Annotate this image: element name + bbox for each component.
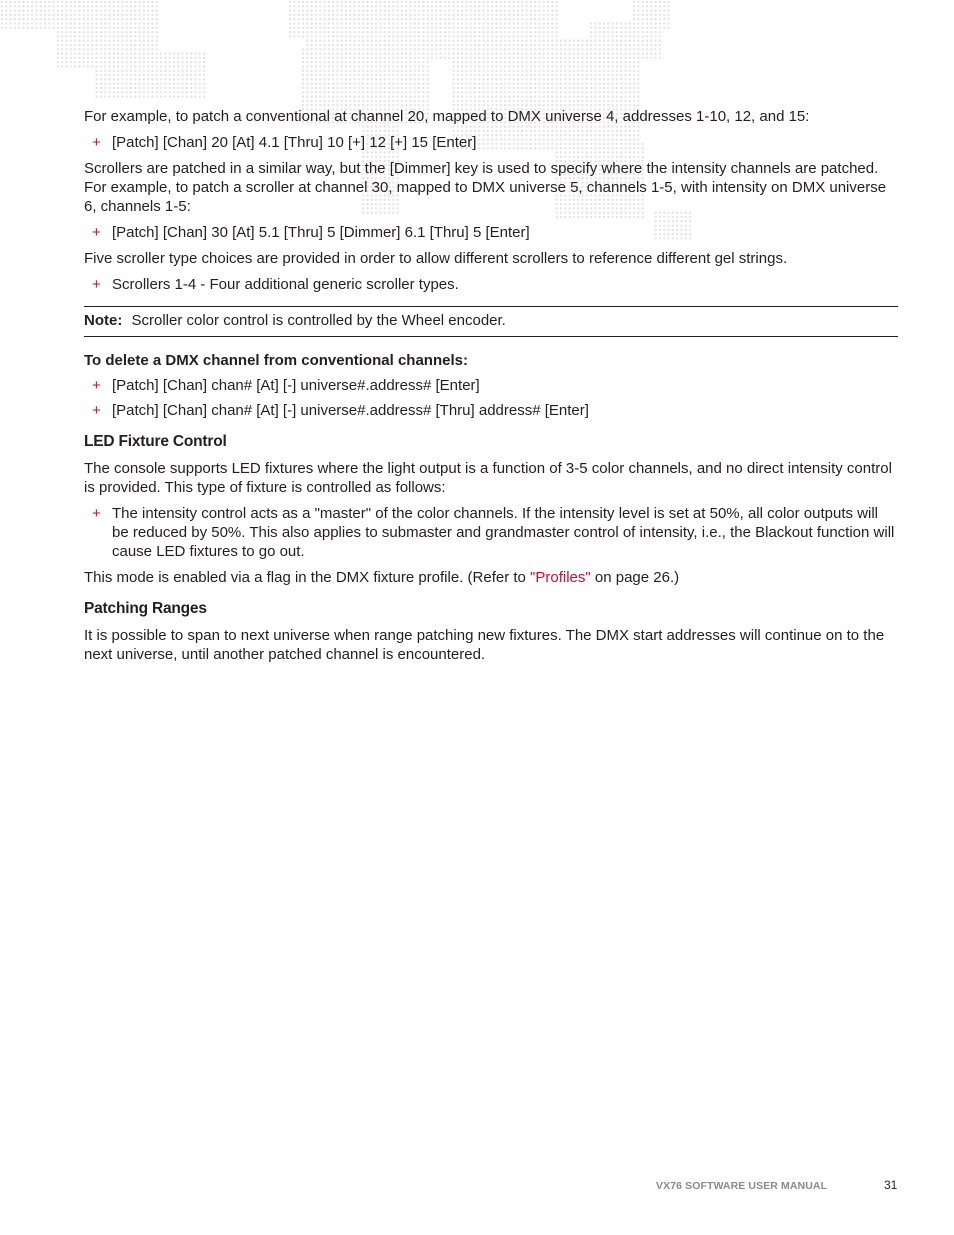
patching-ranges-heading: Patching Ranges [84,600,207,617]
list-item: + The intensity control acts as a "master" of the color channels. If the intensity level is set at 50%, all color outputs will be reduced by 50%. This also applies to submaster and grandmaster control of intensity, i.e., the Blackout function will cause LED fixtures to go out. [84,504,898,561]
list-item: + [Patch] [Chan] 30 [At] 5.1 [Thru] 5 [Dimmer] 6.1 [Thru] 5 [Enter] [84,223,898,242]
note-label: Note: [84,312,123,329]
footer-manual-title: VX76 SOFTWARE USER MANUAL [656,1180,828,1192]
footer-page-number: 31 [884,1178,898,1192]
conventional-patch-list [84,133,898,152]
scroller-types-paragraph: Five scroller type choices are provided in order to allow different scrollers to reference different gel strings. [84,250,788,267]
scrollers-paragraph: Scrollers are patched in a similar way, but the [Dimmer] key is used to specify where the intensity channels are patched. For example, to patch a scroller at channel 30, mapped to DMX universe 5, channels 1-5, with intensity on DMX universe 6, channels 1-5: [84,160,887,215]
page-content [84,107,898,671]
list-item: + [Patch] [Chan] chan# [At] [-] universe#.address# [Enter] [84,376,898,395]
profiles-link[interactable]: "Profiles" [530,569,591,586]
led-mode-page-ref: on page 26.) [590,569,680,586]
list-item: + [Patch] [Chan] 20 [At] 4.1 [Thru] 10 [+] 12 [+] 15 [Enter] [84,133,898,152]
led-mode-paragraph [84,568,898,587]
note-box [84,306,898,337]
note-text: Scroller color control is controlled by the Wheel encoder. [131,312,506,329]
list-item: + [Patch] [Chan] chan# [At] [-] universe#.address# [Thru] address# [Enter] [84,401,898,420]
delete-procedure-list [84,376,898,420]
delete-procedure-heading: To delete a DMX channel from conventional channels: [84,352,468,369]
list-item: + Scrollers 1-4 - Four additional generic scroller types. [84,275,898,294]
intro-paragraph: For example, to patch a conventional at channel 20, mapped to DMX universe 4, addresses 1-10, 12, and 15: [84,108,810,125]
patching-ranges-paragraph: It is possible to span to next universe when range patching new fixtures. The DMX start addresses will continue on to the next universe, until another patched channel is encountered. [84,627,885,663]
scroller-patch-list [84,223,898,242]
scroller-types-list [84,275,898,294]
led-paragraph: The console supports LED fixtures where the light output is a function of 3-5 color channels, and no direct intensity control is provided. This type of fixture is controlled as follows: [84,460,892,496]
led-mode-text: This mode is enabled via a flag in the DMX fixture profile. (Refer to [84,569,531,586]
led-section-heading: LED Fixture Control [84,433,227,450]
led-list [84,504,898,561]
